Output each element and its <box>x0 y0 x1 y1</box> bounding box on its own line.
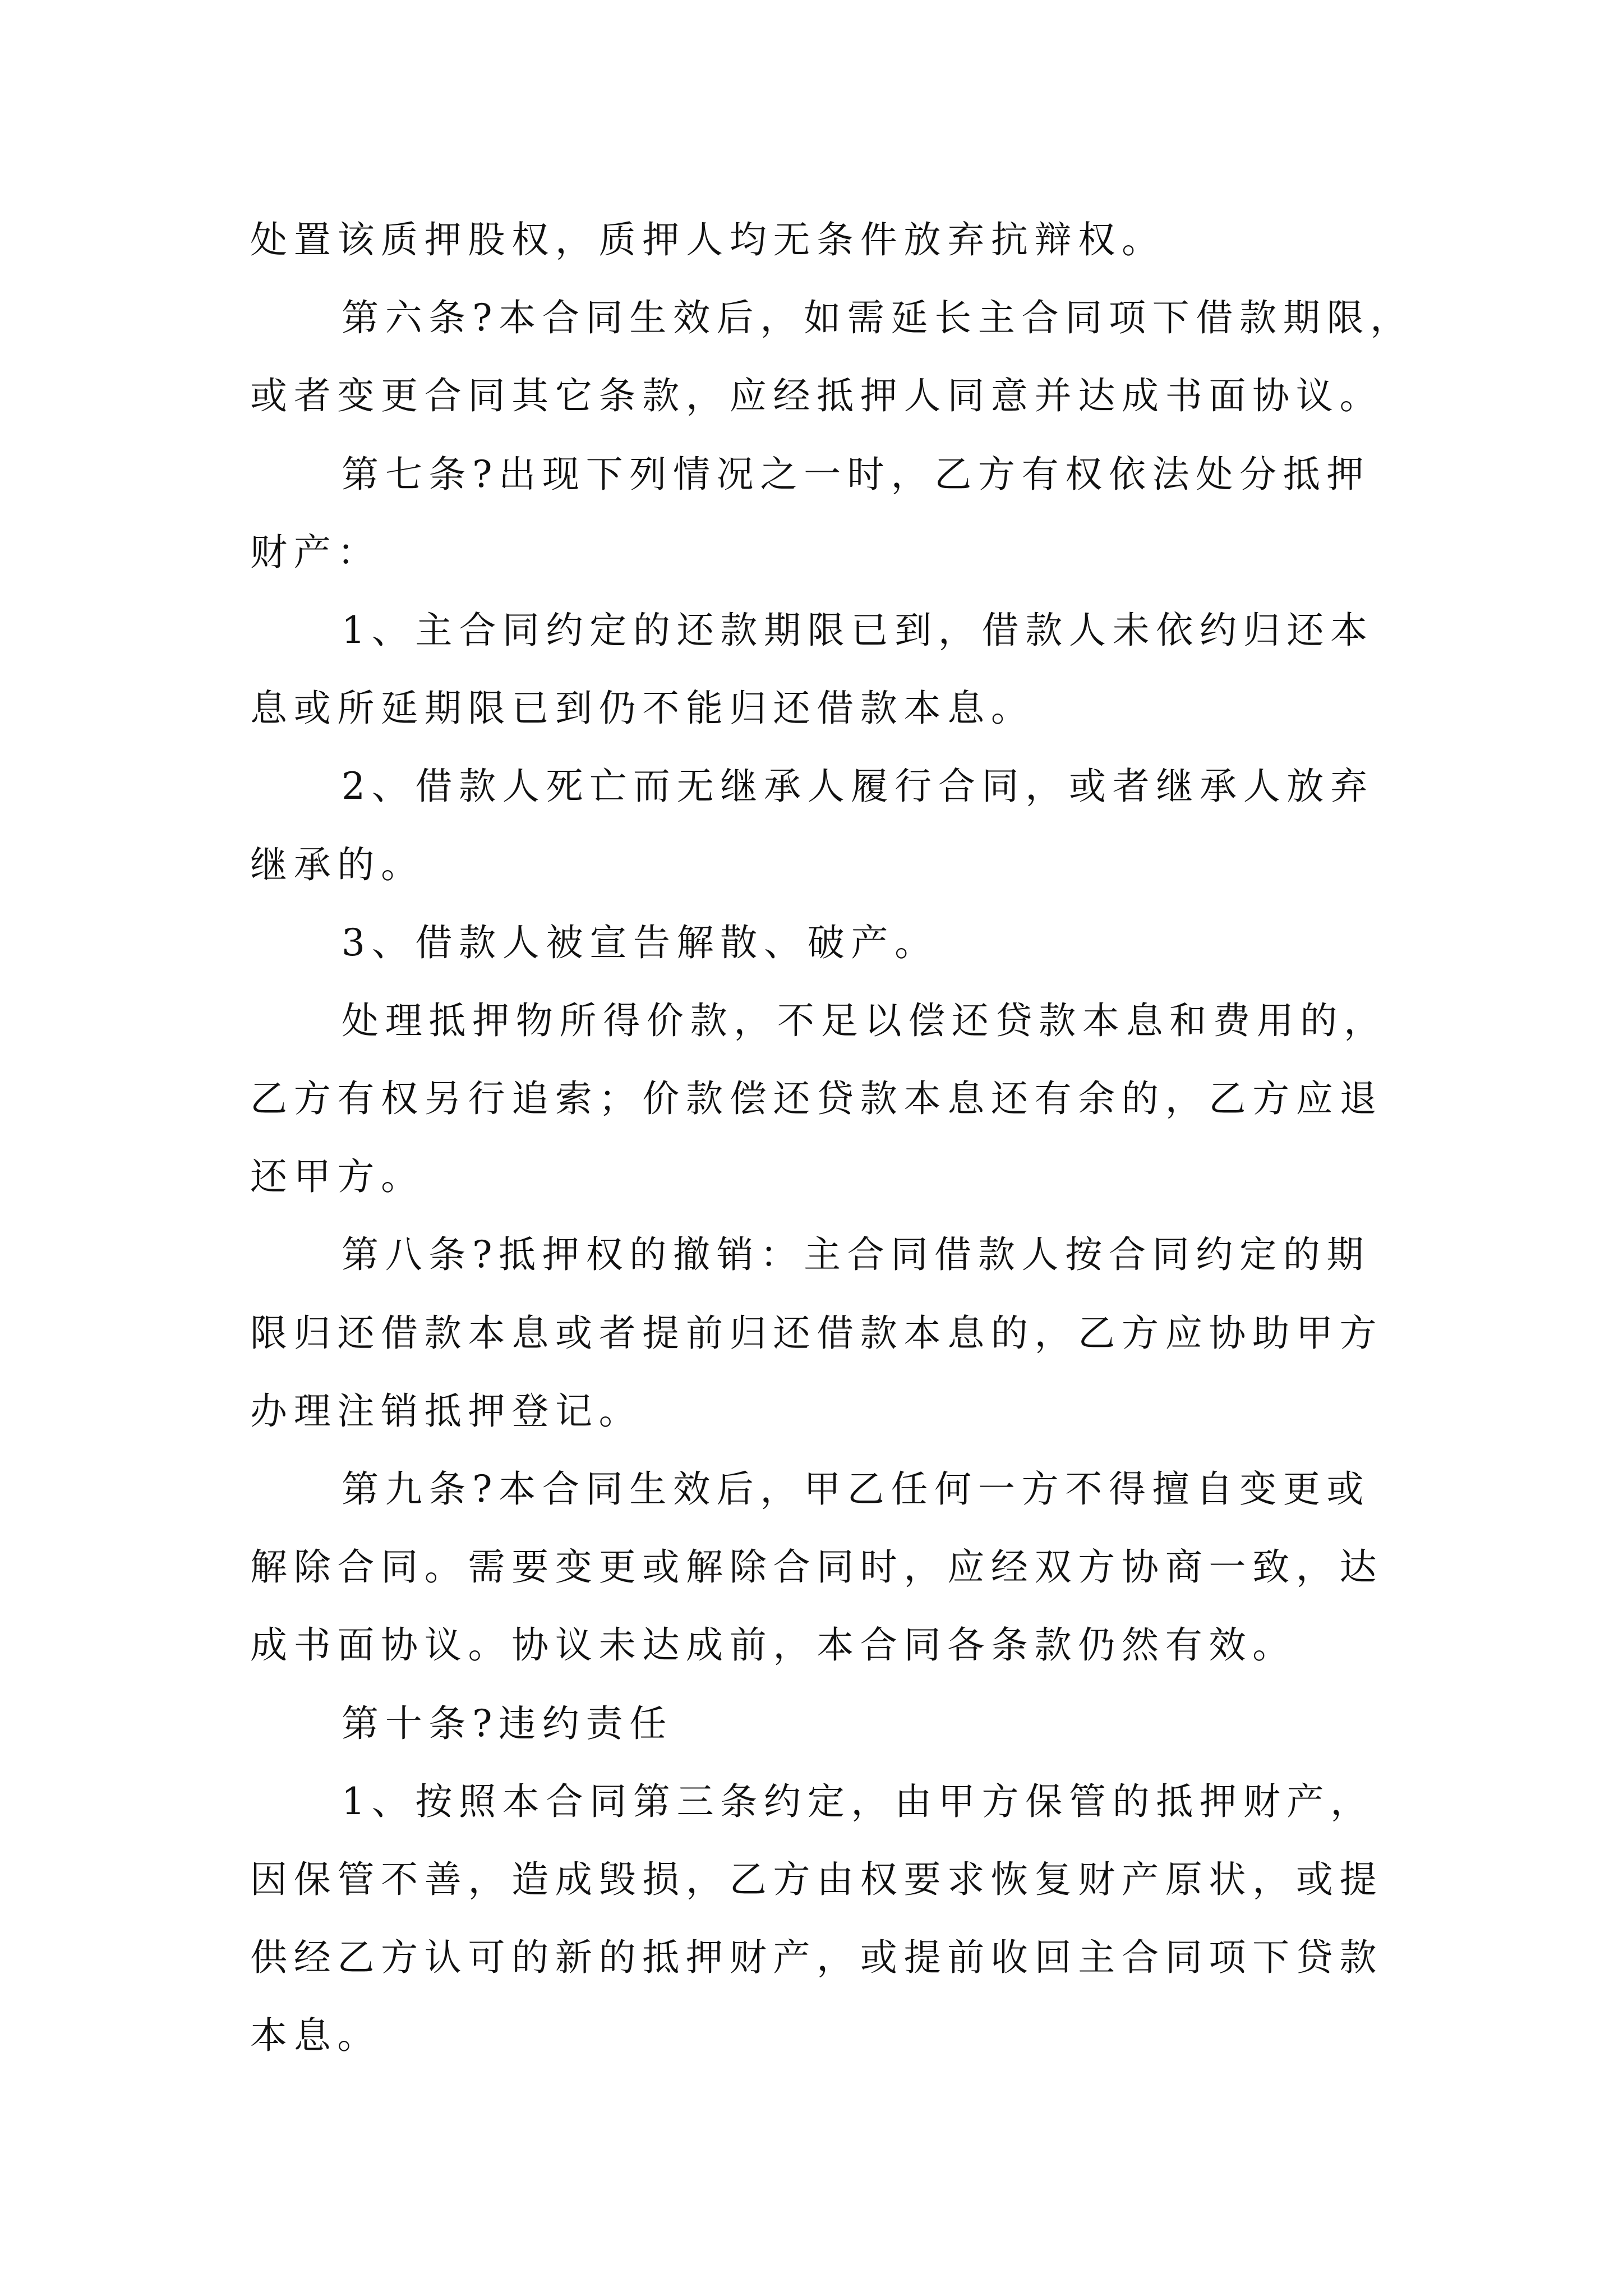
clause-10-heading <box>250 1685 1540 1763</box>
text-line: 解除合同。需要变更或解除合同时，应经双方协商一致，达 <box>250 1545 1384 1589</box>
text-line: 财产： <box>250 530 381 574</box>
text-line: 成书面协议。协议未达成前，本合同各条款仍然有效。 <box>250 1623 1296 1667</box>
text-line: 供经乙方认可的新的抵押财产，或提前收回主合同项下贷款 <box>250 1936 1384 1980</box>
text-line: 本息。 <box>250 2014 381 2058</box>
text-line: 第八条?抵押权的撤销：主合同借款人按合同约定的期 <box>342 1233 1371 1277</box>
text-line: 第十条?违约责任 <box>342 1701 673 1745</box>
text-line: 1、按照本合同第三条约定，由甲方保管的抵押财产， <box>342 1779 1374 1823</box>
text-line: 1、主合同约定的还款期限已到，借款人未依约归还本 <box>342 608 1374 652</box>
text-line: 第六条?本合同生效后，如需延长主合同项下借款期限， <box>342 296 1414 340</box>
text-line: 乙方有权另行追索；价款偿还贷款本息还有余的，乙方应退 <box>250 1077 1384 1121</box>
clause-7-remainder <box>250 982 1540 1216</box>
text-line: 处置该质押股权，质押人均无条件放弃抗辩权。 <box>250 218 1165 261</box>
text-line: 第九条?本合同生效后，甲乙任何一方不得擅自变更或 <box>342 1467 1371 1511</box>
clause-7-item-3 <box>250 904 1540 982</box>
text-line: 办理注销抵押登记。 <box>250 1389 643 1433</box>
text-line: 继承的。 <box>250 843 425 886</box>
text-line: 或者变更合同其它条款，应经抵押人同意并达成书面协议。 <box>250 374 1384 418</box>
clause-9 <box>250 1450 1540 1685</box>
clause-8 <box>250 1216 1540 1450</box>
clause-7-item-2 <box>250 747 1540 903</box>
text-line: 2、借款人死亡而无继承人履行合同，或者继承人放弃 <box>342 765 1374 808</box>
text-line: 处理抵押物所得价款，不足以偿还贷款本息和费用的， <box>342 999 1387 1042</box>
clause-6 <box>250 279 1540 435</box>
clause-10-item-1 <box>250 1763 1540 2075</box>
text-line: 限归还借款本息或者提前归还借款本息的，乙方应协助甲方 <box>250 1311 1384 1355</box>
text-line: 还甲方。 <box>250 1155 425 1199</box>
text-line: 因保管不善，造成毁损，乙方由权要求恢复财产原状，或提 <box>250 1857 1384 1901</box>
paragraph-continuation <box>250 201 1540 279</box>
text-line: 息或所延期限已到仍不能归还借款本息。 <box>250 687 1035 730</box>
text-line: 3、借款人被宣告解散、破产。 <box>342 921 938 964</box>
clause-7 <box>250 435 1540 591</box>
clause-7-item-1 <box>250 591 1540 747</box>
document-page <box>250 201 1540 2075</box>
text-line: 第七条?出现下列情况之一时，乙方有权依法处分抵押 <box>342 452 1371 496</box>
